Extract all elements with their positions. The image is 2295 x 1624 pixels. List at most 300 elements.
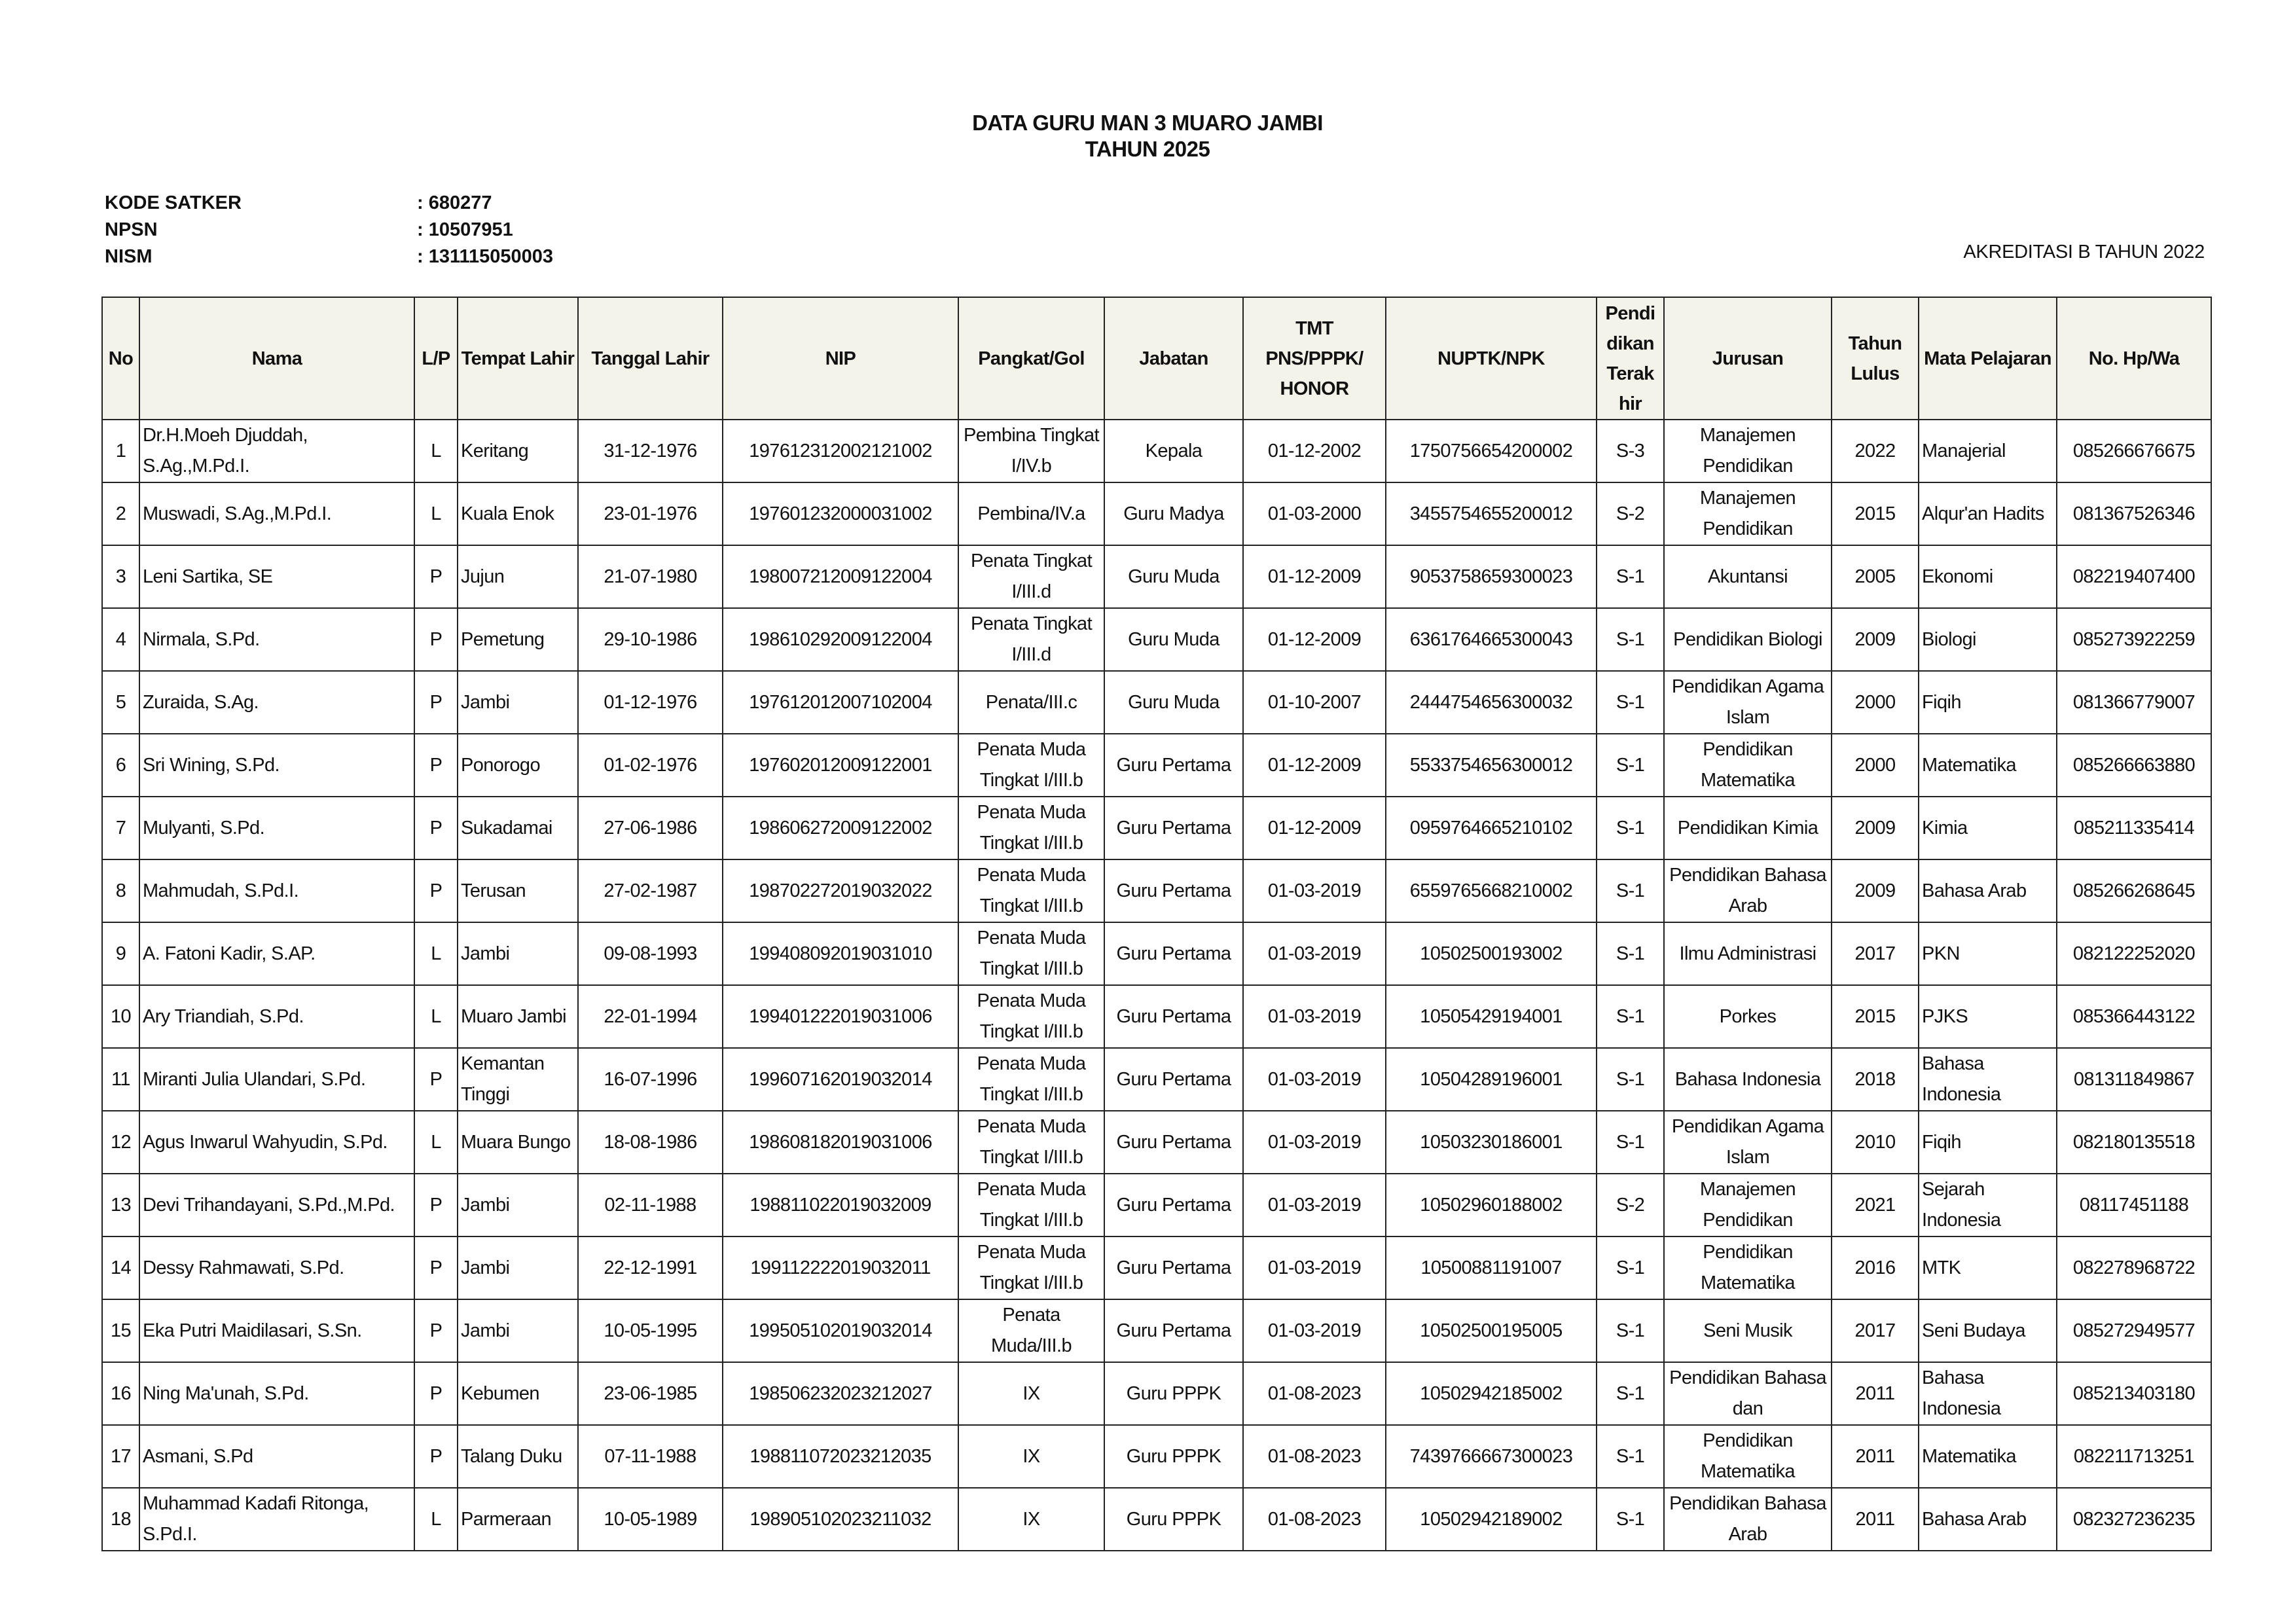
- cell-no-hp: 085366443122: [2057, 985, 2211, 1048]
- header-nip: NIP: [723, 297, 958, 420]
- meta-nism: [105, 244, 553, 270]
- cell-nama: Eka Putri Maidilasari, S.Sn.: [139, 1299, 414, 1362]
- cell-jurusan: Pendidikan Matematika: [1664, 1236, 1832, 1299]
- cell-tmt: 01-03-2019: [1243, 1111, 1386, 1174]
- cell-pendidikan: S-1: [1597, 1048, 1664, 1111]
- table-row: [102, 420, 2211, 482]
- cell-tanggal-lahir: 23-06-1985: [578, 1362, 723, 1425]
- cell-pangkat: IX: [958, 1425, 1104, 1488]
- cell-no: 8: [102, 859, 139, 922]
- cell-tempat-lahir: Kebumen: [458, 1362, 578, 1425]
- cell-pangkat: Penata Muda Tingkat I/III.b: [958, 797, 1104, 859]
- cell-no: 7: [102, 797, 139, 859]
- cell-nip: 198905102023211032: [723, 1488, 958, 1551]
- cell-tmt: 01-03-2019: [1243, 922, 1386, 985]
- cell-tmt: 01-03-2019: [1243, 1174, 1386, 1236]
- cell-no-hp: 085272949577: [2057, 1299, 2211, 1362]
- cell-mata-pelajaran: Seni Budaya: [1919, 1299, 2057, 1362]
- cell-nuptk: 10505429194001: [1386, 985, 1597, 1048]
- cell-tempat-lahir: Jambi: [458, 922, 578, 985]
- cell-tmt: 01-12-2009: [1243, 545, 1386, 608]
- cell-tanggal-lahir: 01-02-1976: [578, 734, 723, 797]
- cell-mata-pelajaran: Kimia: [1919, 797, 2057, 859]
- cell-no-hp: 085273922259: [2057, 608, 2211, 671]
- cell-tahun-lulus: 2015: [1832, 985, 1919, 1048]
- cell-nuptk: 2444754656300032: [1386, 671, 1597, 734]
- table-row: [102, 1174, 2211, 1236]
- cell-tempat-lahir: Keritang: [458, 420, 578, 482]
- cell-tempat-lahir: Jambi: [458, 1299, 578, 1362]
- cell-tmt: 01-03-2019: [1243, 1299, 1386, 1362]
- cell-no: 1: [102, 420, 139, 482]
- cell-tahun-lulus: 2011: [1832, 1488, 1919, 1551]
- header-tmt: TMT PNS/PPPK/ HONOR: [1243, 297, 1386, 420]
- cell-nip: 198610292009122004: [723, 608, 958, 671]
- cell-nama: Dessy Rahmawati, S.Pd.: [139, 1236, 414, 1299]
- cell-nama: Asmani, S.Pd: [139, 1425, 414, 1488]
- cell-pangkat: Penata Tingkat I/III.d: [958, 608, 1104, 671]
- cell-tahun-lulus: 2009: [1832, 608, 1919, 671]
- cell-nuptk: 10502942185002: [1386, 1362, 1597, 1425]
- cell-jurusan: Pendidikan Biologi: [1664, 608, 1832, 671]
- cell-jabatan: Guru Muda: [1104, 671, 1243, 734]
- table-row: [102, 797, 2211, 859]
- cell-tahun-lulus: 2021: [1832, 1174, 1919, 1236]
- header-jabatan: Jabatan: [1104, 297, 1243, 420]
- cell-tanggal-lahir: 02-11-1988: [578, 1174, 723, 1236]
- cell-no-hp: 08117451188: [2057, 1174, 2211, 1236]
- cell-pendidikan: S-1: [1597, 1488, 1664, 1551]
- cell-tempat-lahir: Jambi: [458, 1174, 578, 1236]
- cell-no-hp: 085211335414: [2057, 797, 2211, 859]
- cell-nip: 198608182019031006: [723, 1111, 958, 1174]
- cell-pendidikan: S-1: [1597, 1236, 1664, 1299]
- cell-no: 16: [102, 1362, 139, 1425]
- cell-pendidikan: S-1: [1597, 797, 1664, 859]
- cell-nama: Nirmala, S.Pd.: [139, 608, 414, 671]
- cell-mata-pelajaran: Biologi: [1919, 608, 2057, 671]
- cell-no-hp: 081311849867: [2057, 1048, 2211, 1111]
- cell-nuptk: 10504289196001: [1386, 1048, 1597, 1111]
- cell-lp: P: [414, 1425, 458, 1488]
- cell-no: 12: [102, 1111, 139, 1174]
- cell-lp: L: [414, 1111, 458, 1174]
- cell-jurusan: Manajemen Pendidikan: [1664, 482, 1832, 545]
- cell-tempat-lahir: Jambi: [458, 1236, 578, 1299]
- meta-value: : 131115050003: [417, 246, 554, 267]
- header-tahun-lulus: Tahun Lulus: [1832, 297, 1919, 420]
- header-pendidikan: Pendi dikan Terak hir: [1597, 297, 1664, 420]
- cell-nip: 198811022019032009: [723, 1174, 958, 1236]
- cell-tempat-lahir: Jambi: [458, 671, 578, 734]
- cell-nama: Muhammad Kadafi Ritonga, S.Pd.I.: [139, 1488, 414, 1551]
- cell-tempat-lahir: Pemetung: [458, 608, 578, 671]
- cell-mata-pelajaran: Matematika: [1919, 734, 2057, 797]
- cell-jurusan: Pendidikan Matematika: [1664, 734, 1832, 797]
- table-row: [102, 859, 2211, 922]
- cell-tempat-lahir: Sukadamai: [458, 797, 578, 859]
- cell-mata-pelajaran: Matematika: [1919, 1425, 2057, 1488]
- cell-nip: 199607162019032014: [723, 1048, 958, 1111]
- header-nuptk: NUPTK/NPK: [1386, 297, 1597, 420]
- cell-no-hp: 085266676675: [2057, 420, 2211, 482]
- cell-no-hp: 085213403180: [2057, 1362, 2211, 1425]
- cell-nuptk: 10500881191007: [1386, 1236, 1597, 1299]
- cell-jabatan: Guru Pertama: [1104, 985, 1243, 1048]
- cell-tmt: 01-03-2019: [1243, 859, 1386, 922]
- meta-value: : 10507951: [417, 219, 513, 240]
- cell-pangkat: IX: [958, 1362, 1104, 1425]
- cell-nama: Leni Sartika, SE: [139, 545, 414, 608]
- cell-mata-pelajaran: Fiqih: [1919, 1111, 2057, 1174]
- cell-tmt: 01-03-2019: [1243, 1236, 1386, 1299]
- header-mata-pelajaran: Mata Pelajaran: [1919, 297, 2057, 420]
- cell-jabatan: Guru Pertama: [1104, 797, 1243, 859]
- cell-nip: 199401222019031006: [723, 985, 958, 1048]
- cell-mata-pelajaran: MTK: [1919, 1236, 2057, 1299]
- cell-tahun-lulus: 2011: [1832, 1362, 1919, 1425]
- cell-jurusan: Pendidikan Matematika: [1664, 1425, 1832, 1488]
- institution-meta: [105, 190, 553, 270]
- cell-nama: Devi Trihandayani, S.Pd.,M.Pd.: [139, 1174, 414, 1236]
- cell-nip: 198702272019032022: [723, 859, 958, 922]
- cell-nama: Agus Inwarul Wahyudin, S.Pd.: [139, 1111, 414, 1174]
- cell-pangkat: Penata Muda Tingkat I/III.b: [958, 859, 1104, 922]
- cell-no: 2: [102, 482, 139, 545]
- cell-pangkat: Penata Muda Tingkat I/III.b: [958, 1174, 1104, 1236]
- table-row: [102, 1111, 2211, 1174]
- cell-pendidikan: S-1: [1597, 1425, 1664, 1488]
- table-row: [102, 1299, 2211, 1362]
- cell-pendidikan: S-3: [1597, 420, 1664, 482]
- cell-nama: A. Fatoni Kadir, S.AP.: [139, 922, 414, 985]
- table-header-row: [102, 297, 2211, 420]
- cell-no-hp: 082278968722: [2057, 1236, 2211, 1299]
- cell-tempat-lahir: Ponorogo: [458, 734, 578, 797]
- cell-lp: P: [414, 1362, 458, 1425]
- cell-no: 13: [102, 1174, 139, 1236]
- cell-lp: P: [414, 608, 458, 671]
- table-row: [102, 734, 2211, 797]
- cell-nip: 197601232000031002: [723, 482, 958, 545]
- cell-mata-pelajaran: Bahasa Arab: [1919, 1488, 2057, 1551]
- cell-tmt: 01-12-2009: [1243, 734, 1386, 797]
- cell-nip: 198506232023212027: [723, 1362, 958, 1425]
- header-no: No: [102, 297, 139, 420]
- cell-nuptk: 10502500193002: [1386, 922, 1597, 985]
- cell-no: 9: [102, 922, 139, 985]
- cell-jabatan: Guru Pertama: [1104, 1048, 1243, 1111]
- cell-tanggal-lahir: 21-07-1980: [578, 545, 723, 608]
- cell-nip: 198606272009122002: [723, 797, 958, 859]
- cell-jabatan: Guru Pertama: [1104, 859, 1243, 922]
- header-pangkat: Pangkat/Gol: [958, 297, 1104, 420]
- cell-tmt: 01-03-2019: [1243, 985, 1386, 1048]
- meta-kode-satker: [105, 190, 553, 217]
- cell-jabatan: Guru Muda: [1104, 608, 1243, 671]
- cell-nuptk: 9053758659300023: [1386, 545, 1597, 608]
- cell-jabatan: Guru Pertama: [1104, 1174, 1243, 1236]
- cell-nuptk: 6559765668210002: [1386, 859, 1597, 922]
- cell-jabatan: Kepala: [1104, 420, 1243, 482]
- cell-lp: P: [414, 859, 458, 922]
- cell-tempat-lahir: Jujun: [458, 545, 578, 608]
- cell-pangkat: Penata Tingkat I/III.d: [958, 545, 1104, 608]
- cell-jurusan: Pendidikan Agama Islam: [1664, 1111, 1832, 1174]
- table-row: [102, 1488, 2211, 1551]
- cell-tempat-lahir: Terusan: [458, 859, 578, 922]
- table-row: [102, 482, 2211, 545]
- meta-label: NISM: [105, 246, 153, 267]
- cell-tmt: 01-12-2002: [1243, 420, 1386, 482]
- cell-tmt: 01-08-2023: [1243, 1425, 1386, 1488]
- cell-jurusan: Bahasa Indonesia: [1664, 1048, 1832, 1111]
- cell-nama: Miranti Julia Ulandari, S.Pd.: [139, 1048, 414, 1111]
- document-title: DATA GURU MAN 3 MUARO JAMBI: [972, 111, 1323, 135]
- cell-no: 18: [102, 1488, 139, 1551]
- cell-nama: Muswadi, S.Ag.,M.Pd.I.: [139, 482, 414, 545]
- cell-mata-pelajaran: Bahasa Indonesia: [1919, 1362, 2057, 1425]
- cell-pangkat: Pembina/IV.a: [958, 482, 1104, 545]
- cell-nuptk: 5533754656300012: [1386, 734, 1597, 797]
- cell-jurusan: Manajemen Pendidikan: [1664, 420, 1832, 482]
- cell-nama: Mahmudah, S.Pd.I.: [139, 859, 414, 922]
- cell-jabatan: Guru Pertama: [1104, 1236, 1243, 1299]
- cell-lp: L: [414, 922, 458, 985]
- cell-no-hp: 085266663880: [2057, 734, 2211, 797]
- cell-no: 15: [102, 1299, 139, 1362]
- cell-pendidikan: S-1: [1597, 1111, 1664, 1174]
- cell-nip: 199505102019032014: [723, 1299, 958, 1362]
- cell-mata-pelajaran: PJKS: [1919, 985, 2057, 1048]
- cell-nama: Sri Wining, S.Pd.: [139, 734, 414, 797]
- cell-no-hp: 081367526346: [2057, 482, 2211, 545]
- cell-jurusan: Seni Musik: [1664, 1299, 1832, 1362]
- cell-pangkat: Penata Muda Tingkat I/III.b: [958, 922, 1104, 985]
- cell-no: 5: [102, 671, 139, 734]
- cell-jurusan: Pendidikan Agama Islam: [1664, 671, 1832, 734]
- cell-jabatan: Guru Pertama: [1104, 922, 1243, 985]
- cell-nip: 199408092019031010: [723, 922, 958, 985]
- cell-pangkat: Penata Muda Tingkat I/III.b: [958, 734, 1104, 797]
- cell-tahun-lulus: 2000: [1832, 734, 1919, 797]
- cell-jabatan: Guru Pertama: [1104, 1111, 1243, 1174]
- cell-pendidikan: S-1: [1597, 922, 1664, 985]
- cell-pangkat: Penata Muda Tingkat I/III.b: [958, 1048, 1104, 1111]
- cell-mata-pelajaran: Bahasa Arab: [1919, 859, 2057, 922]
- cell-nuptk: 10502960188002: [1386, 1174, 1597, 1236]
- cell-tanggal-lahir: 01-12-1976: [578, 671, 723, 734]
- cell-pendidikan: S-2: [1597, 1174, 1664, 1236]
- cell-tmt: 01-12-2009: [1243, 608, 1386, 671]
- header-lp: L/P: [414, 297, 458, 420]
- cell-tahun-lulus: 2000: [1832, 671, 1919, 734]
- cell-jabatan: Guru Pertama: [1104, 734, 1243, 797]
- cell-tmt: 01-03-2000: [1243, 482, 1386, 545]
- cell-pendidikan: S-1: [1597, 671, 1664, 734]
- cell-lp: L: [414, 1488, 458, 1551]
- cell-tmt: 01-03-2019: [1243, 1048, 1386, 1111]
- cell-tanggal-lahir: 29-10-1986: [578, 608, 723, 671]
- cell-no-hp: 085266268645: [2057, 859, 2211, 922]
- cell-tmt: 01-10-2007: [1243, 671, 1386, 734]
- cell-no: 11: [102, 1048, 139, 1111]
- table-row: [102, 1362, 2211, 1425]
- cell-no-hp: 082211713251: [2057, 1425, 2211, 1488]
- cell-pangkat: Penata Muda Tingkat I/III.b: [958, 1111, 1104, 1174]
- cell-tahun-lulus: 2017: [1832, 922, 1919, 985]
- cell-jurusan: Porkes: [1664, 985, 1832, 1048]
- cell-tanggal-lahir: 27-06-1986: [578, 797, 723, 859]
- cell-tahun-lulus: 2010: [1832, 1111, 1919, 1174]
- cell-tahun-lulus: 2011: [1832, 1425, 1919, 1488]
- cell-mata-pelajaran: Manajerial: [1919, 420, 2057, 482]
- cell-jurusan: Pendidikan Kimia: [1664, 797, 1832, 859]
- cell-mata-pelajaran: Sejarah Indonesia: [1919, 1174, 2057, 1236]
- cell-nip: 197612312002121002: [723, 420, 958, 482]
- table-row: [102, 1236, 2211, 1299]
- table-row: [102, 608, 2211, 671]
- cell-jurusan: Manajemen Pendidikan: [1664, 1174, 1832, 1236]
- cell-tanggal-lahir: 27-02-1987: [578, 859, 723, 922]
- cell-no-hp: 081366779007: [2057, 671, 2211, 734]
- cell-tmt: 01-12-2009: [1243, 797, 1386, 859]
- cell-pendidikan: S-1: [1597, 545, 1664, 608]
- cell-tahun-lulus: 2022: [1832, 420, 1919, 482]
- cell-nama: Mulyanti, S.Pd.: [139, 797, 414, 859]
- cell-tanggal-lahir: 07-11-1988: [578, 1425, 723, 1488]
- cell-jabatan: Guru PPPK: [1104, 1362, 1243, 1425]
- cell-tempat-lahir: Parmeraan: [458, 1488, 578, 1551]
- cell-tempat-lahir: Kuala Enok: [458, 482, 578, 545]
- cell-tanggal-lahir: 22-12-1991: [578, 1236, 723, 1299]
- table-row: [102, 671, 2211, 734]
- cell-pendidikan: S-1: [1597, 608, 1664, 671]
- cell-lp: P: [414, 734, 458, 797]
- cell-pendidikan: S-1: [1597, 859, 1664, 922]
- table-row: [102, 1425, 2211, 1488]
- cell-no: 4: [102, 608, 139, 671]
- cell-jurusan: Akuntansi: [1664, 545, 1832, 608]
- cell-lp: P: [414, 1174, 458, 1236]
- cell-tempat-lahir: Muaro Jambi: [458, 985, 578, 1048]
- header-no-hp: No. Hp/Wa: [2057, 297, 2211, 420]
- cell-tanggal-lahir: 18-08-1986: [578, 1111, 723, 1174]
- cell-mata-pelajaran: Alqur'an Hadits: [1919, 482, 2057, 545]
- cell-nuptk: 7439766667300023: [1386, 1425, 1597, 1488]
- cell-nuptk: 0959764665210102: [1386, 797, 1597, 859]
- header-tanggal-lahir: Tanggal Lahir: [578, 297, 723, 420]
- cell-lp: P: [414, 1048, 458, 1111]
- cell-lp: L: [414, 985, 458, 1048]
- cell-tmt: 01-08-2023: [1243, 1362, 1386, 1425]
- cell-nip: 197612012007102004: [723, 671, 958, 734]
- cell-no-hp: 082122252020: [2057, 922, 2211, 985]
- cell-jabatan: Guru Pertama: [1104, 1299, 1243, 1362]
- cell-jabatan: Guru PPPK: [1104, 1488, 1243, 1551]
- header-tempat-lahir: Tempat Lahir: [458, 297, 578, 420]
- cell-nip: 197602012009122001: [723, 734, 958, 797]
- header-jurusan: Jurusan: [1664, 297, 1832, 420]
- cell-no: 6: [102, 734, 139, 797]
- cell-nip: 198811072023212035: [723, 1425, 958, 1488]
- cell-tanggal-lahir: 10-05-1989: [578, 1488, 723, 1551]
- cell-tempat-lahir: Talang Duku: [458, 1425, 578, 1488]
- cell-tanggal-lahir: 22-01-1994: [578, 985, 723, 1048]
- cell-jurusan: Pendidikan Bahasa dan: [1664, 1362, 1832, 1425]
- table-row: [102, 1048, 2211, 1111]
- cell-pendidikan: S-1: [1597, 1362, 1664, 1425]
- cell-no-hp: 082327236235: [2057, 1488, 2211, 1551]
- meta-npsn: [105, 217, 553, 244]
- cell-lp: L: [414, 420, 458, 482]
- cell-lp: P: [414, 545, 458, 608]
- cell-nama: Ary Triandiah, S.Pd.: [139, 985, 414, 1048]
- cell-tanggal-lahir: 10-05-1995: [578, 1299, 723, 1362]
- cell-nuptk: 10502942189002: [1386, 1488, 1597, 1551]
- cell-jurusan: Pendidikan Bahasa Arab: [1664, 859, 1832, 922]
- cell-tempat-lahir: Kemantan Tinggi: [458, 1048, 578, 1111]
- cell-no-hp: 082219407400: [2057, 545, 2211, 608]
- cell-tahun-lulus: 2015: [1832, 482, 1919, 545]
- cell-tanggal-lahir: 31-12-1976: [578, 420, 723, 482]
- cell-pendidikan: S-1: [1597, 985, 1664, 1048]
- cell-no: 3: [102, 545, 139, 608]
- document-subtitle-year: TAHUN 2025: [1085, 137, 1210, 161]
- teacher-table: [101, 297, 2212, 1551]
- meta-label: KODE SATKER: [105, 192, 242, 213]
- cell-mata-pelajaran: Bahasa Indonesia: [1919, 1048, 2057, 1111]
- table-row: [102, 545, 2211, 608]
- cell-nip: 199112222019032011: [723, 1236, 958, 1299]
- cell-pangkat: Pembina Tingkat I/IV.b: [958, 420, 1104, 482]
- cell-nama: Dr.H.Moeh Djuddah, S.Ag.,M.Pd.I.: [139, 420, 414, 482]
- meta-label: NPSN: [105, 219, 158, 240]
- header-nama: Nama: [139, 297, 414, 420]
- meta-value: : 680277: [417, 192, 492, 213]
- cell-nuptk: 6361764665300043: [1386, 608, 1597, 671]
- cell-lp: P: [414, 1236, 458, 1299]
- cell-jabatan: Guru Madya: [1104, 482, 1243, 545]
- cell-nip: 198007212009122004: [723, 545, 958, 608]
- cell-tahun-lulus: 2017: [1832, 1299, 1919, 1362]
- cell-lp: P: [414, 671, 458, 734]
- cell-nuptk: 10503230186001: [1386, 1111, 1597, 1174]
- cell-pangkat: Penata Muda Tingkat I/III.b: [958, 1236, 1104, 1299]
- cell-nuptk: 1750756654200002: [1386, 420, 1597, 482]
- cell-tanggal-lahir: 16-07-1996: [578, 1048, 723, 1111]
- cell-nama: Ning Ma'unah, S.Pd.: [139, 1362, 414, 1425]
- cell-nama: Zuraida, S.Ag.: [139, 671, 414, 734]
- cell-nuptk: 10502500195005: [1386, 1299, 1597, 1362]
- cell-lp: L: [414, 482, 458, 545]
- cell-jabatan: Guru PPPK: [1104, 1425, 1243, 1488]
- cell-nuptk: 3455754655200012: [1386, 482, 1597, 545]
- cell-no: 10: [102, 985, 139, 1048]
- cell-tahun-lulus: 2018: [1832, 1048, 1919, 1111]
- cell-tmt: 01-08-2023: [1243, 1488, 1386, 1551]
- cell-jabatan: Guru Muda: [1104, 545, 1243, 608]
- cell-lp: P: [414, 1299, 458, 1362]
- cell-tahun-lulus: 2016: [1832, 1236, 1919, 1299]
- cell-jurusan: Pendidikan Bahasa Arab: [1664, 1488, 1832, 1551]
- cell-tahun-lulus: 2009: [1832, 859, 1919, 922]
- cell-tahun-lulus: 2005: [1832, 545, 1919, 608]
- accreditation-note: AKREDITASI B TAHUN 2022: [1963, 242, 2205, 262]
- cell-pangkat: Penata Muda/III.b: [958, 1299, 1104, 1362]
- cell-pendidikan: S-1: [1597, 1299, 1664, 1362]
- cell-mata-pelajaran: Fiqih: [1919, 671, 2057, 734]
